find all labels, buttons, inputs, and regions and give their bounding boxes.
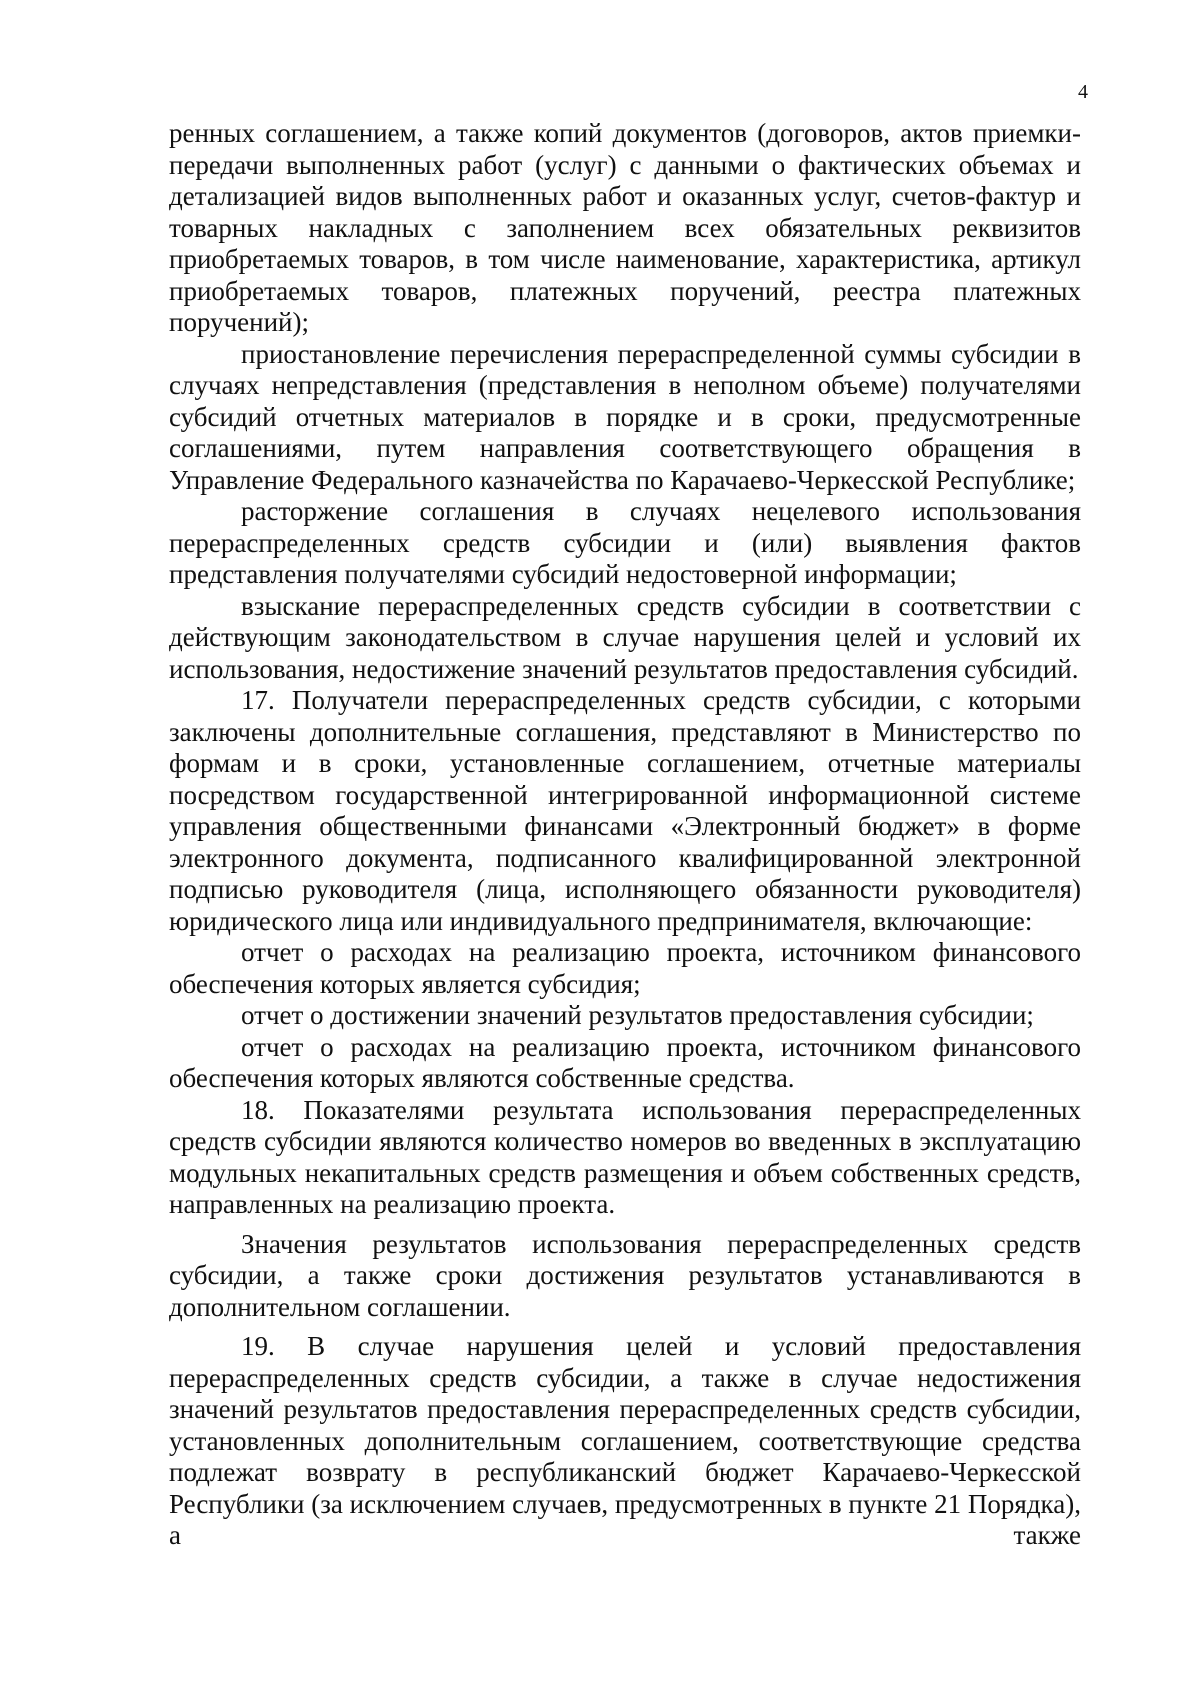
paragraph-report-subsidy-expenses: отчет о расходах на реализацию проекта, источником финансового обеспечения которых является субсидия; [169, 937, 1081, 999]
paragraph-continuation: ренных соглашением, а также копий документов (договоров, актов приемки-передачи выполненных работ (услуг) с данными о фактических объемах и детализацией видов выполненных работ и оказанных услуг, счетов-фактур и товарных накладных с заполнением всех обязательных реквизитов приобретаемых товаров, в том числе наименование, характеристика, артикул приобретаемых товаров, платежных поручений, реестра платежных поручений); [169, 118, 1081, 337]
paragraph-termination: расторжение соглашения в случаях нецелевого использования перераспределенных средств субсидии и (или) выявления фактов представления получателями субсидий недостоверной информации; [169, 496, 1081, 589]
paragraph-clause-17: 17. Получатели перераспределенных средств субсидии, с которыми заключены дополнительные соглашения, представляют в Министерство по формам и в сроки, установленные соглашением, отчетные материалы посредством государственной интегрированной информационной системе управления общественными финансами «Электронный бюджет» в форме электронного документа, подписанного квалифицированной электронной подписью руководителя (лица, исполняющего обязанности руководителя) юридического лица или индивидуального предпринимателя, включающие: [169, 685, 1081, 936]
paragraph-report-own-funds: отчет о расходах на реализацию проекта, источником финансового обеспечения которых являются собственные средства. [169, 1031, 1081, 1093]
paragraph-recovery: взыскание перераспределенных средств субсидии в соответствии с действующим законодательством в случае нарушения целей и условий их использования, недостижение значений результатов предоставления субсидий. [169, 590, 1081, 684]
paragraph-clause-18: 18. Показателями результата использования перераспределенных средств субсидии являются количество номеров во введенных в эксплуатацию модульных некапитальных средств размещения и объем собственных средств, направленных на реализацию проекта. [169, 1094, 1081, 1219]
page-number: 4 [1078, 81, 1088, 103]
paragraph-suspension: приостановление перечисления перераспределенной суммы субсидии в случаях непредставления (представления в неполном объеме) получателями субсидий отчетных материалов в порядке и в сроки, предусмотренные соглашениями, путем направления соответствующего обращения в Управление Федерального казначейства по Карачаево-Черкесской Республике; [169, 338, 1081, 495]
paragraph-clause-19: 19. В случае нарушения целей и условий предоставления перераспределенных средств субсидии, а также в случае недостижения значений результатов предоставления перераспределенных средств субсидии, установленных дополнительным соглашением, соответствующие средства подлежат возврату в республиканский бюджет Карачаево-Черкесской Республики (за исключением случаев, предусмотренных в пункте 21 Порядка), а также [169, 1331, 1081, 1550]
document-body [169, 118, 1081, 1552]
paragraph-report-results: отчет о достижении значений результатов предоставления субсидии; [241, 1000, 1034, 1030]
paragraph-result-values: Значения результатов использования перераспределенных средств субсидии, а также сроки достижения результатов устанавливаются в дополнительном соглашении. [169, 1228, 1081, 1322]
